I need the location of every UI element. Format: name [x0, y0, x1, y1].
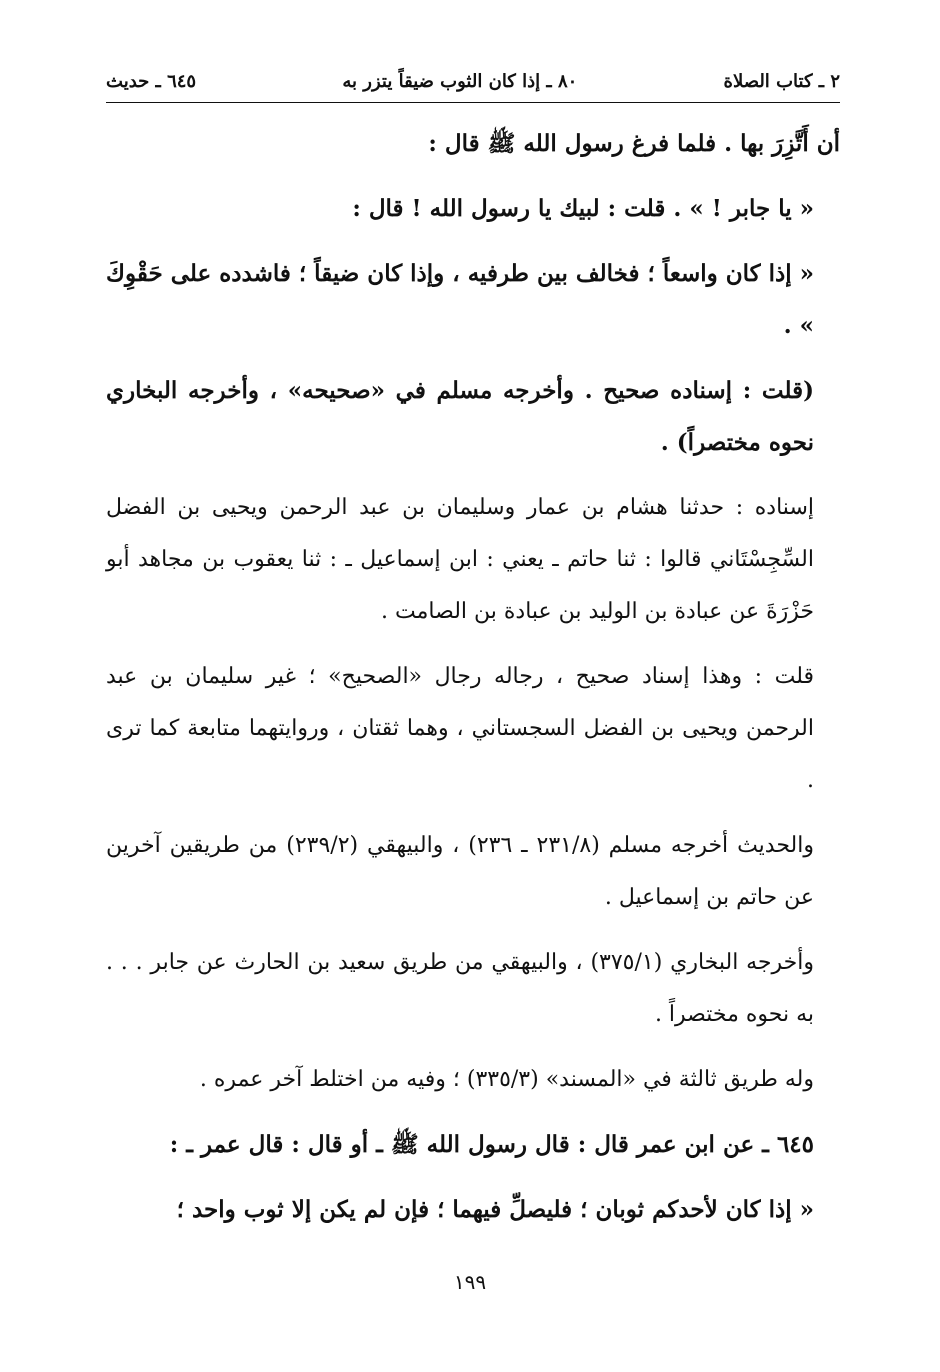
hadith-text-line: « إذا كان لأحدكم ثوبان ؛ فليصلِّ فيهما ؛ فإن لم يكن إلا ثوب واحد ؛: [176, 1196, 814, 1223]
hadith-text-line: أن أَتَّزِرَ بها . فلما فرغ رسول الله ﷺ قال :: [428, 130, 840, 157]
page-number: ١٩٩: [453, 1270, 487, 1294]
commentary-paragraph: قلت : وهذا إسناد صحيح ، رجاله رجال «الصحيح» ؛ غير سليمان بن عبد الرحمن ويحيى بن الفضل السجستاني ، وهما ثقتان ، وروايتهما متابعة كما ترى .: [106, 664, 814, 793]
isnad-paragraph: إسناده : حدثنا هشام بن عمار وسليمان بن عبد الرحمن ويحيى بن الفضل السِّجِسْتَاني قالوا : ثنا حاتم ـ يعني : ابن إسماعيل ـ : ثنا يعقوب بن مجاهد أبو حَزْرَةَ عن عبادة بن الوليد بن عبادة بن الصامت .: [106, 495, 814, 624]
takhrij-paragraph: والحديث أخرجه مسلم (٢٣١/٨ ـ ٢٣٦) ، والبيهقي (٢٣٩/٢) من طريقين آخرين عن حاتم بن إسماعيل .: [106, 833, 814, 910]
hadith-text-line: « يا جابر ! » . قلت : لبيك يا رسول الله ! قال :: [352, 195, 814, 222]
hadith-heading: ٦٤٥ ـ عن ابن عمر قال : قال رسول الله ﷺ ـ أو قال : قال عمر ـ :: [169, 1131, 814, 1158]
grading-note: (قلت : إسناده صحيح . وأخرجه مسلم في «صحيحه» ، وأخرجه البخاري نحوه مختصراً) .: [106, 377, 814, 456]
header-section: ٨٠ ـ إذا كان الثوب ضيقاً يتزر به: [342, 70, 578, 92]
header-chapter: ٢ ـ كتاب الصلاة: [723, 70, 840, 92]
page-body: [106, 118, 840, 1236]
takhrij-paragraph: وله طريق ثالثة في «المسند» (٣٣٥/٣) ؛ وفيه من اختلط آخر عمره .: [199, 1067, 814, 1092]
takhrij-paragraph: وأخرجه البخاري (٣٧٥/١) ، والبيهقي من طريق سعيد بن الحارث عن جابر . . . به نحوه مختصراً .: [106, 950, 815, 1027]
running-header: [106, 66, 840, 96]
header-hadith-number: ٦٤٥ ـ حديث: [106, 70, 197, 92]
header-rule: [106, 102, 840, 103]
hadith-text-paragraph: « إذا كان واسعاً ؛ فخالف بين طرفيه ، وإذا كان ضيقاً ؛ فاشدده على حَقْوِكَ » .: [106, 260, 814, 339]
